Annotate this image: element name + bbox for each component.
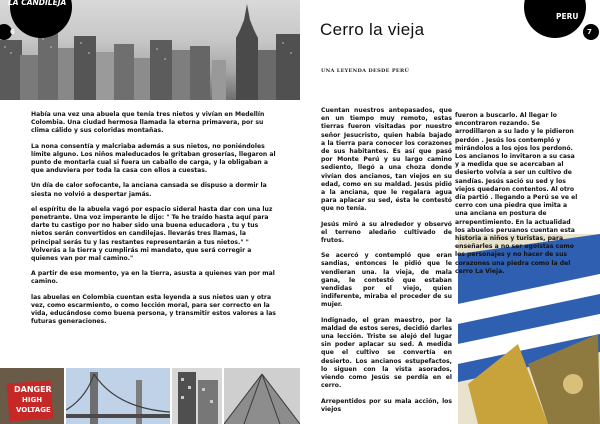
paragraph: La nona consentía y malcriaba además a sus nietos, no poniéndoles límite alguno. Los niños maleducados le gritaban groserías, llegaron al punto de montarla cual si fuera un caballo de carga, y la obligaban a que anduviera por toda la casa con ellos a cuestas. (31, 142, 276, 175)
walkway-graphic (224, 368, 300, 424)
paragraph: Había una vez una abuela que tenía tres nietos y vivían en Medellín Colombia. Una ciudad hermosa llamada la eterna primavera, por su clima cálido y sus coloridas montañas. (31, 111, 265, 135)
paragraph: Se acercó y contempló que eran sandias, entonces le pidió que le vendieran una. la vieja, de mala gana, le contestó que estaban vendidas por el viejo, quien indiferente, miraba el proceder de su mujer. (321, 252, 452, 309)
section-label: LA CANDILEJA (8, 0, 67, 7)
bridge-graphic (66, 368, 170, 424)
page-title: Cerro la vieja (320, 20, 425, 39)
walkway-photo (224, 368, 300, 424)
section-label: PERU (556, 12, 579, 21)
story-body (31, 111, 278, 333)
paragraph: A partir de ese momento, ya en la tierra, asusta a quienes van por mal camino. (31, 270, 275, 286)
paragraph: fueron a buscarlo. Al llegar lo encontraron rezando. Se arrodillaron a su lado y le pidieron perdón . Jesús los contempló y mirándolos a los ojos los perdonó. Los ancianos lo invitaron a su casa y a medida que se acercaban al desierto volvía a ser un cultivo de sandías. Jesús sació su sed y los viejos quedaron contentos. Al otro día partió . llegando a Perú se ve el cerro con una piedra que imita a una anciana en postura de arrepentimiento. En la actualidad los abuelos peruanos cuentan esta historia a niños y turistas, para enseñarles a no ser egoístas como los personajes y no hacer de sus corazones una piedra como la del cerro La Vieja. (455, 112, 578, 275)
paragraph: Un día de calor sofocante, la anciana cansada se dispuso a dormir la siesta no volvió a despertar jamás. (31, 182, 267, 198)
sign-line: HIGH (22, 396, 43, 404)
paragraph: Arrepentidos por su mala acción, los viejos (321, 397, 452, 413)
danger-sign-photo (0, 368, 64, 424)
paragraph: las abuelas en Colombia cuentan esta leyenda a sus nietos uan y otra vez, como escarmiento, o como lección moral, para ser correcto en la vida, educándose como buena persona, y transmitir estos valores a las futuras generaciones. (31, 293, 276, 326)
sign-line: VOLTAGE (16, 406, 51, 414)
paragraph: Indignado, el gran maestro, por la maldad de estos seres, decidió darles una lección. Triste se alejó del lugar sin poder aplacar su sed. A medida que el cultivo se convertía en desierto. Los ancianos estupefactos, lo siguen con la vista asorados, viendo como Jesús se perdía en el cerro. (321, 316, 452, 390)
story-column-1 (321, 107, 452, 421)
paragraph: el espíritu de la abuela vagó por espacio sideral hasta dar con una luz penetrante. Una voz imperante le dijo: " Te he traído hasta aquí para darte tu castigo por no haber sido una buena educadora , tu y tus nietos serán convertidos en candilejas. llevarás tres llamas, la principal serás tu y las restantes representarán a tus nietos." " Volverás a la tierra y cumplirás mi mandato, que será corregir a quienes van por mal camino." (31, 205, 273, 263)
building-graphic (172, 368, 222, 424)
right-page (300, 0, 600, 424)
paragraph: Jesús miró a su alrededor y observó el terreno aledaño cultivado de frutos. (321, 220, 452, 245)
page-number: 7 (587, 28, 592, 36)
story-column-2 (455, 112, 579, 276)
building-photo (172, 368, 222, 424)
page-number: 6 (10, 28, 15, 36)
bridge-photo (66, 368, 170, 424)
paragraph: Cuentan nuestros antepasados, que en un tiempo muy remoto, estas tierras fueron visitadas por nuestro señor Jesucristo, quien había bajado a la tierra para conocer los corazones de sus habitantes. Es así que pasó por Monte Perú y su largo camino sediento, llegó a una choza donde vivían dos ancianos, tan viejos en su edad, como en su maldad. Jesús pidió a la anciana, que le regalara agua para aplacar su sed, ésta le contestó que no tenía. (321, 107, 452, 213)
sign-line: DANGER (14, 385, 52, 394)
city-skyline-photo (0, 0, 300, 100)
page-subtitle: UNA LEYENDA DESDE PERÚ (321, 68, 410, 74)
sign-graphic (0, 368, 64, 424)
